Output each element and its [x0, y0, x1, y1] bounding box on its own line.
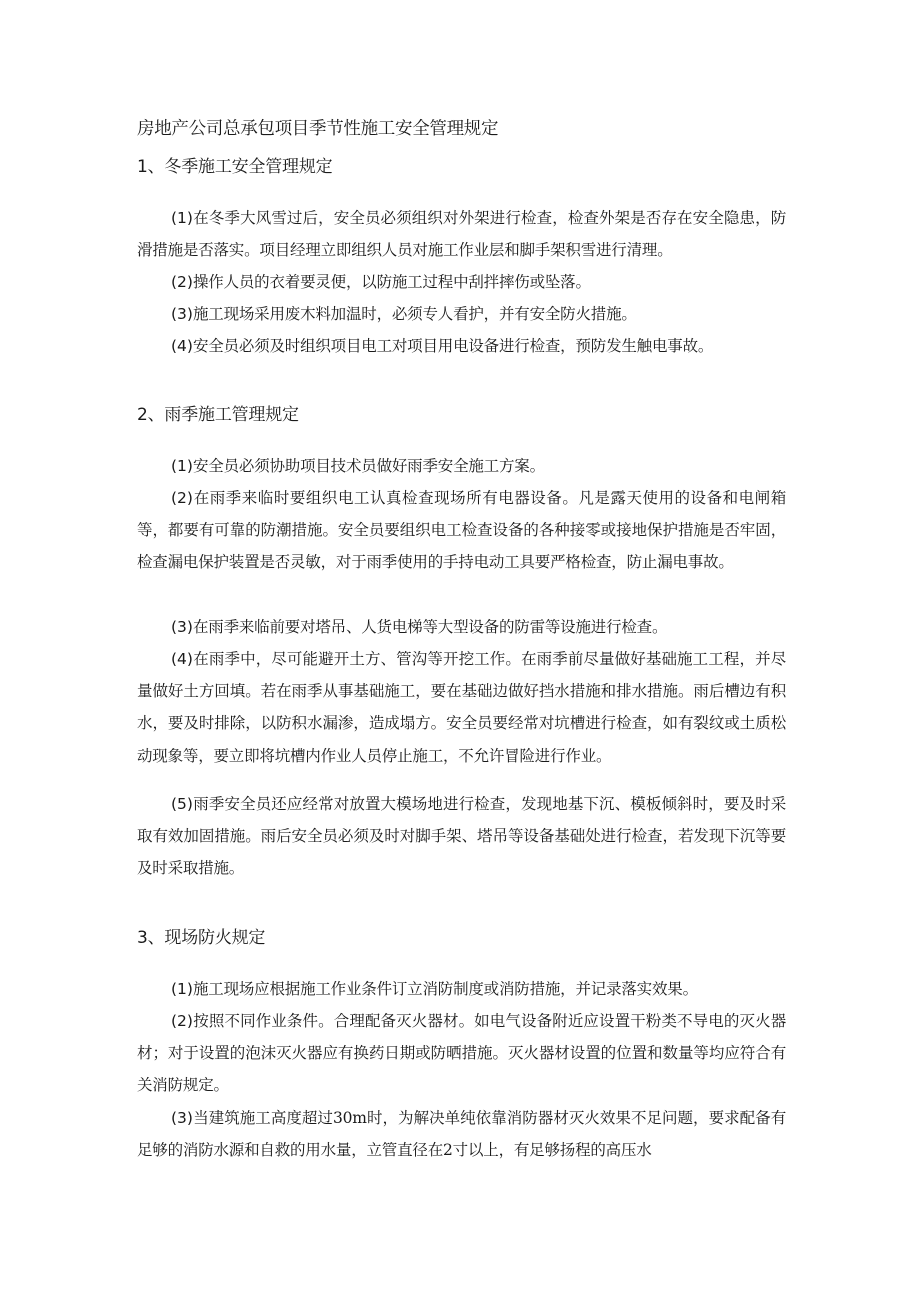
winter-item-1	[137, 202, 786, 266]
item-number: (2)	[171, 489, 193, 507]
rainy-item-3	[137, 611, 786, 643]
item-text: 操作人员的衣着要灵便，以防施工过程中刮拌摔伤或坠落。	[192, 273, 591, 291]
item-text: 雨季安全员还应经常对放置大模场地进行检查，发现地基下沉、模板倾斜时，要及时采取有效加固措施。雨后安全员必须及时对脚手架、塔吊等设备基础处进行检查，若发现下沉等要及时采取措施。	[137, 795, 786, 878]
item-text: 施工现场应根据施工作业条件订立消防制度或消防措施，并记录落实效果。	[192, 980, 698, 998]
item-text: 安全员必须及时组织项目电工对项目用电设备进行检查，预防发生触电事故。	[192, 337, 714, 355]
document-title: 房地产公司总承包项目季节性施工安全管理规定	[137, 119, 499, 139]
item-number: (5)	[171, 795, 193, 813]
section-heading-fire: 3、现场防火规定	[137, 928, 266, 948]
rainy-item-4	[137, 643, 786, 772]
winter-item-4	[137, 330, 786, 362]
winter-item-3	[137, 298, 786, 330]
rainy-item-5	[137, 788, 786, 885]
item-number: (4)	[171, 650, 193, 668]
rainy-item-2	[137, 482, 786, 579]
item-text: 在雨季来临时要组织电工认真检查现场所有电器设备。凡是露天使用的设备和电闸箱等，都要有可靠的防潮措施。安全员要组织电工检查设备的各种接零或接地保护措施是否牢固，检查漏电保护装置是否灵敏，对于雨季使用的手持电动工具要严格检查，防止漏电事故。	[137, 489, 786, 572]
section-heading-winter: 1、冬季施工安全管理规定	[137, 157, 333, 177]
item-number: (2)	[171, 1012, 193, 1030]
item-number: (3)	[171, 305, 193, 323]
item-text: 在雨季中，尽可能避开土方、管沟等开挖工作。在雨季前尽量做好基础施工工程，并尽量做好土方回填。若在雨季从事基础施工，要在基础边做好挡水措施和排水措施。雨后槽边有积水，要及时排除，以防积水漏渗，造成塌方。安全员要经常对坑槽进行检查，如有裂纹或土质松动现象等，要立即将坑槽内作业人员停止施工，不允许冒险进行作业。	[137, 650, 786, 765]
fire-item-3	[137, 1102, 786, 1166]
winter-item-2	[137, 266, 786, 298]
item-number: (3)	[171, 618, 193, 636]
item-number: (2)	[171, 273, 193, 291]
item-number: (1)	[171, 980, 193, 998]
item-number: (1)	[171, 209, 193, 227]
item-text: 按照不同作业条件。合理配备灭火器材。如电气设备附近应设置干粉类不导电的灭火器材；对于设置的泡沫灭火器应有换药日期或防晒措施。灭火器材设置的位置和数量等均应符合有关消防规定。	[137, 1012, 786, 1095]
item-number: (3)	[171, 1109, 193, 1127]
item-text: 在冬季大风雪过后，安全员必须组织对外架进行检查，检查外架是否存在安全隐患，防滑措施是否落实。项目经理立即组织人员对施工作业层和脚手架积雪进行清理。	[137, 209, 786, 260]
item-text: 当建筑施工高度超过30m时，为解决单纯依靠消防器材灭火效果不足问题，要求配备有足够的消防水源和自救的用水量，立管直径在2寸以上，有足够扬程的高压水	[137, 1109, 786, 1160]
item-text: 安全员必须协助项目技术员做好雨季安全施工方案。	[192, 457, 545, 475]
item-number: (4)	[171, 337, 193, 355]
item-text: 施工现场采用废木料加温时，必须专人看护，并有安全防火措施。	[192, 305, 637, 323]
section-heading-rainy: 2、雨季施工管理规定	[137, 405, 299, 425]
item-number: (1)	[171, 457, 193, 475]
fire-item-2	[137, 1005, 786, 1102]
fire-item-1	[137, 973, 786, 1005]
rainy-item-1	[137, 450, 786, 482]
item-text: 在雨季来临前要对塔吊、人货电梯等大型设备的防雷等设施进行检查。	[192, 618, 668, 636]
